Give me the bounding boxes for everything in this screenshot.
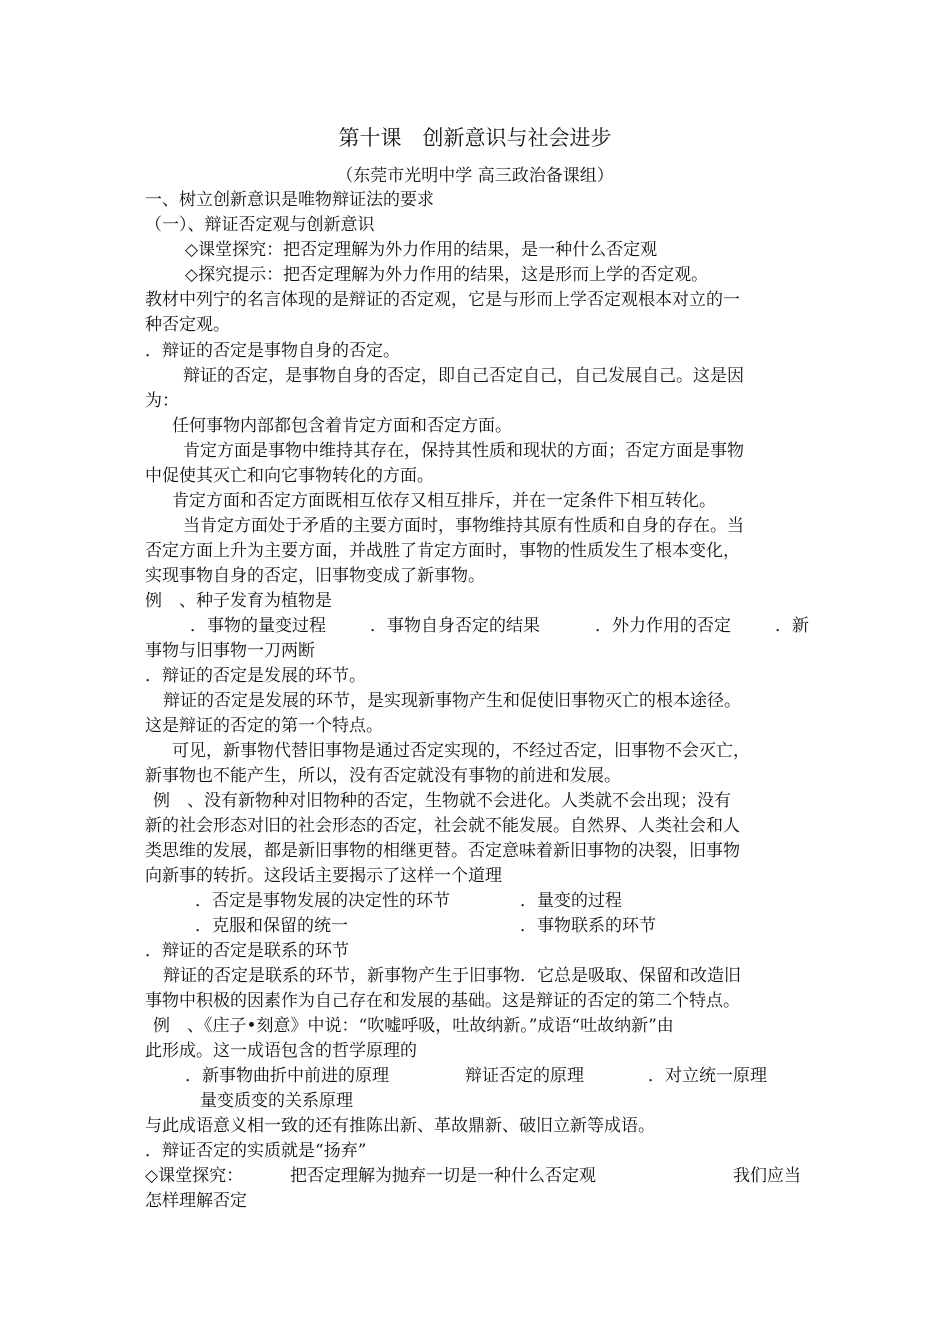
text-line: 向新事的转折。这段话主要揭示了这样一个道理 [145, 866, 502, 886]
text-line: 种否定观。 [145, 315, 230, 335]
option-c: ．克服和保留的统一 [195, 916, 348, 936]
text-line: 辩证的否定是联系的环节，新事物产生于旧事物．它总是吸取、保留和改造旧 [163, 966, 741, 986]
text-line: 事物与旧事物一刀两断 [145, 641, 315, 661]
text-line: 辩证的否定，是事物自身的否定，即自己否定自己，自己发展自己。这是因 [183, 366, 744, 386]
section-heading: 一、树立创新意识是唯物辩证法的要求 [145, 190, 434, 210]
text-line: 为： [145, 391, 179, 411]
option-c: ．外力作用的否定 [595, 616, 731, 636]
page-subtitle: （东莞市光明中学 高三政治备课组） [336, 166, 614, 186]
text-line: 类思维的发展，都是新旧事物的相继更替。否定意味着新旧事物的决裂，旧事物 [145, 841, 740, 861]
inquiry-label: ◇课堂探究： [145, 1166, 244, 1186]
option-a: ．事物的量变过程 [190, 616, 326, 636]
inquiry-question: 把否定理解为抛弃一切是一种什么否定观 [290, 1166, 596, 1186]
subsection-heading: （一）、辩证否定观与创新意识 [145, 215, 375, 235]
text-line: 新事物也不能产生，所以，没有否定就没有事物的前进和发展。 [145, 766, 621, 786]
text-line: 与此成语意义相一致的还有推陈出新、革故鼎新、破旧立新等成语。 [145, 1116, 655, 1136]
option-a: ．新事物曲折中前进的原理 [185, 1066, 389, 1086]
text-line: 肯定方面和否定方面既相互依存又相互排斥，并在一定条件下相互转化。 [172, 491, 716, 511]
option-b: 辩证否定的原理 [465, 1066, 584, 1086]
point-heading: ．辩证的否定是发展的环节。 [145, 666, 366, 686]
point-heading: ．辩证的否定是联系的环节 [145, 941, 349, 961]
option-b: ．事物自身否定的结果 [370, 616, 540, 636]
option-c: ．对立统一原理 [648, 1066, 767, 1086]
text-line: 辩证的否定是发展的环节，是实现新事物产生和促使旧事物灭亡的根本途径。 [163, 691, 741, 711]
page-title: 第十课 创新意识与社会进步 [338, 126, 612, 150]
option-b: ．量变的过程 [520, 891, 622, 911]
text-line: ◇课堂探究：把否定理解为外力作用的结果，是一种什么否定观 [185, 240, 658, 260]
option-d: 量变质变的关系原理 [200, 1091, 353, 1111]
text-line: 当肯定方面处于矛盾的主要方面时，事物维持其原有性质和自身的存在。当 [183, 516, 744, 536]
text-line: 中促使其灭亡和向它事物转化的方面。 [145, 466, 434, 486]
option-d: ．新 [775, 616, 809, 636]
text-line: 实现事物自身的否定，旧事物变成了新事物。 [145, 566, 485, 586]
text-line: 事物中积极的因素作为自己存在和发展的基础。这是辩证的否定的第二个特点。 [145, 991, 740, 1011]
example-question: 例 、种子发育为植物是 [145, 591, 332, 611]
text-line: 这是辩证的否定的第一个特点。 [145, 716, 383, 736]
text-line: ◇探究提示：把否定理解为外力作用的结果，这是形而上学的否定观。 [185, 265, 709, 285]
inquiry-question-continued: 我们应当 [733, 1166, 801, 1186]
text-line: 怎样理解否定 [145, 1191, 247, 1211]
option-a: ．否定是事物发展的决定性的环节 [195, 891, 450, 911]
text-line: 可见，新事物代替旧事物是通过否定实现的，不经过否定，旧事物不会灭亡， [172, 741, 750, 761]
point-heading: ．辩证否定的实质就是“扬弃” [145, 1141, 367, 1161]
point-heading: ．辩证的否定是事物自身的否定。 [145, 341, 400, 361]
text-line: 教材中列宁的名言体现的是辩证的否定观，它是与形而上学否定观根本对立的一 [145, 290, 740, 310]
option-d: ．事物联系的环节 [520, 916, 656, 936]
text-line: 任何事物内部都包含着肯定方面和否定方面。 [172, 416, 512, 436]
text-line: 肯定方面是事物中维持其存在，保持其性质和现状的方面；否定方面是事物 [183, 441, 744, 461]
text-line: 此形成。这一成语包含的哲学原理的 [145, 1041, 417, 1061]
text-line: 新的社会形态对旧的社会形态的否定，社会就不能发展。自然界、人类社会和人 [145, 816, 740, 836]
example-question: 例 、没有新物种对旧物种的否定，生物就不会进化。人类就不会出现；没有 [153, 791, 731, 811]
example-question: 例 、《庄子•刻意》中说：“吹嘘呼吸，吐故纳新。”成语“吐故纳新”由 [153, 1016, 674, 1036]
text-line: 否定方面上升为主要方面，并战胜了肯定方面时，事物的性质发生了根本变化， [145, 541, 740, 561]
